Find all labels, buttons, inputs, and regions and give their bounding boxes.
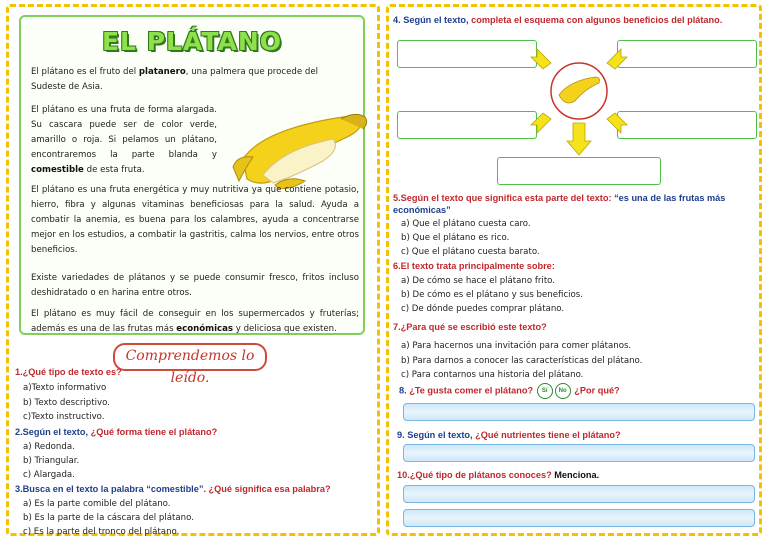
q6-option-a[interactable]: a) De cómo se hace el plátano frito. xyxy=(401,276,556,286)
no-option-circle[interactable]: No xyxy=(555,383,571,399)
question-5 xyxy=(393,192,757,216)
q5-option-b[interactable]: b) Que el plátano es rico. xyxy=(401,233,510,243)
q10-answer-line-2[interactable] xyxy=(403,509,755,527)
q3-lead: Busca en el texto la palabra xyxy=(22,484,147,494)
q2-number: 2. xyxy=(15,427,23,437)
q2-option-a[interactable]: a) Redonda. xyxy=(23,442,75,452)
q1-number: 1. xyxy=(15,367,23,377)
q8-number: 8. xyxy=(399,385,410,396)
q7-option-a[interactable]: a) Para hacernos una invitación para comer plátanos. xyxy=(401,341,632,351)
q4-lead: Según el texto, xyxy=(403,15,472,25)
p1-bold-word: platanero xyxy=(138,67,186,77)
q9-number: 9. xyxy=(397,430,408,440)
arrow-up-right-icon xyxy=(607,49,627,69)
p2-bold-word: comestible xyxy=(31,165,84,175)
scheme-box-top-right[interactable] xyxy=(617,40,757,68)
q2-option-b[interactable]: b) Triangular. xyxy=(23,456,80,466)
q2-lead: Según el texto, xyxy=(22,427,91,437)
q4-number: 4. xyxy=(393,15,404,25)
banana-illustration xyxy=(223,109,373,189)
q8-text: ¿Te gusta comer el plátano? xyxy=(409,385,534,396)
q10-number: 10. xyxy=(397,470,410,480)
q1-option-c[interactable]: c)Texto instructivo. xyxy=(23,412,105,422)
q6-lead: El texto trata principalmente sobre: xyxy=(400,261,555,271)
arrow-down-icon xyxy=(567,123,591,155)
q3-word: “comestible” xyxy=(146,484,204,494)
q6-option-c[interactable]: c) De dónde puedes comprar plátano. xyxy=(401,304,565,314)
paragraph-4: Existe variedades de plátanos y se puede consumir fresco, fritos incluso deshidratado o en harina entre otros. xyxy=(31,273,359,298)
p5-text-b: y deliciosa que existen. xyxy=(233,324,337,334)
p1-text-b: , una palmera que procede del Sudeste de Asia. xyxy=(31,67,319,92)
q1-text: ¿Qué tipo de texto es? xyxy=(22,367,122,377)
scheme-box-bottom-left[interactable] xyxy=(397,111,537,139)
section-title-badge: Comprendemos lo leído. xyxy=(113,343,267,371)
paragraph-1 xyxy=(31,65,347,95)
page-title: EL PLÁTANO xyxy=(101,27,282,56)
q2-text: ¿Qué forma tiene el plátano? xyxy=(90,427,218,437)
q1-option-b[interactable]: b) Texto descriptivo. xyxy=(23,398,110,408)
yes-option-circle[interactable]: Sí xyxy=(537,383,553,399)
q3-option-a[interactable]: a) Es la parte comible del plátano. xyxy=(23,499,171,509)
q7-text: ¿Para qué se escribió este texto? xyxy=(400,322,547,332)
p2-text-b: de esta fruta. xyxy=(83,165,145,175)
q3-number: 3. xyxy=(15,484,23,494)
paragraph-2 xyxy=(31,103,217,178)
q5-option-a[interactable]: a) Que el plátano cuesta caro. xyxy=(401,219,531,229)
q10-answer-line-1[interactable] xyxy=(403,485,755,503)
scheme-box-top-left[interactable] xyxy=(397,40,537,68)
q9-text: ¿Qué nutrientes tiene el plátano? xyxy=(475,430,621,440)
p2-text-a: El plátano es una fruta de forma alargada. Su cascara puede ser de color verde, amarillo o roja. Si pelamos un plátano, encontraremos la parte blanda y xyxy=(31,105,217,160)
question-2 xyxy=(15,427,217,437)
q5-number: 5. xyxy=(393,193,401,203)
question-10 xyxy=(397,470,599,480)
question-1 xyxy=(15,367,122,377)
question-6 xyxy=(393,261,555,271)
reading-passage xyxy=(19,15,365,335)
q5-lead: Según el texto que significa esta parte del texto: xyxy=(400,193,615,203)
question-7 xyxy=(393,322,547,332)
scheme-box-bottom-center[interactable] xyxy=(497,157,661,185)
question-8 xyxy=(399,383,620,399)
q7-option-b[interactable]: b) Para darnos a conocer las características del plátano. xyxy=(401,356,643,366)
q3-option-c[interactable]: c) Es la parte del tronco del plátano. xyxy=(23,527,180,537)
p5-text-a: El plátano es muy fácil de conseguir en los supermercados y fruterías; además es una de las frutas más xyxy=(31,309,359,334)
arrow-up-left-icon xyxy=(531,49,551,69)
arrow-down-right-icon xyxy=(607,113,627,133)
q5-text: “es una de las frutas más económicas” xyxy=(393,193,726,215)
question-4 xyxy=(393,15,722,25)
q9-lead: Según el texto, xyxy=(407,430,476,440)
right-worksheet-page xyxy=(386,4,762,536)
question-3 xyxy=(15,484,331,494)
q3-text: . ¿Qué significa esa palabra? xyxy=(203,484,331,494)
p5-bold-word: económicas xyxy=(176,324,234,334)
q4-text: completa el esquema con algunos beneficios del plátano. xyxy=(471,15,723,25)
q10-tail: Menciona. xyxy=(551,470,600,480)
paragraph-3: El plátano es una fruta energética y muy nutritiva ya que contiene potasio, hierro, fibra y algunas vitaminas beneficiosas para la salud. Ayuda a combatir la anemia, es buena para los calambres, ayuda a concentrarse mejor en los estudios, a combatir la gastritis, calma los nervios, entre otros beneficios. xyxy=(31,185,359,255)
p1-text-a: El plátano es el fruto del xyxy=(31,67,139,77)
q5-option-c[interactable]: c) Que el plátano cuesta barato. xyxy=(401,247,540,257)
scheme-center-diagram xyxy=(529,41,629,161)
q6-number: 6. xyxy=(393,261,401,271)
scheme-box-bottom-right[interactable] xyxy=(617,111,757,139)
question-9 xyxy=(397,430,621,440)
q8-why: ¿Por qué? xyxy=(574,385,620,396)
left-worksheet-page xyxy=(6,4,380,536)
q2-option-c[interactable]: c) Alargada. xyxy=(23,470,75,480)
q3-option-b[interactable]: b) Es la parte de la cáscara del plátano. xyxy=(23,513,194,523)
q1-option-a[interactable]: a)Texto informativo xyxy=(23,383,107,393)
q10-text: ¿Qué tipo de plátanos conoces? xyxy=(409,470,552,480)
paragraph-5 xyxy=(31,307,359,337)
q9-answer-line[interactable] xyxy=(403,444,755,462)
q7-option-c[interactable]: c) Para contarnos una historia del plátano. xyxy=(401,370,584,380)
arrow-down-left-icon xyxy=(531,113,551,133)
q7-number: 7. xyxy=(393,322,401,332)
q8-answer-line[interactable] xyxy=(403,403,755,421)
q6-option-b[interactable]: b) De cómo es el plátano y sus beneficios. xyxy=(401,290,584,300)
